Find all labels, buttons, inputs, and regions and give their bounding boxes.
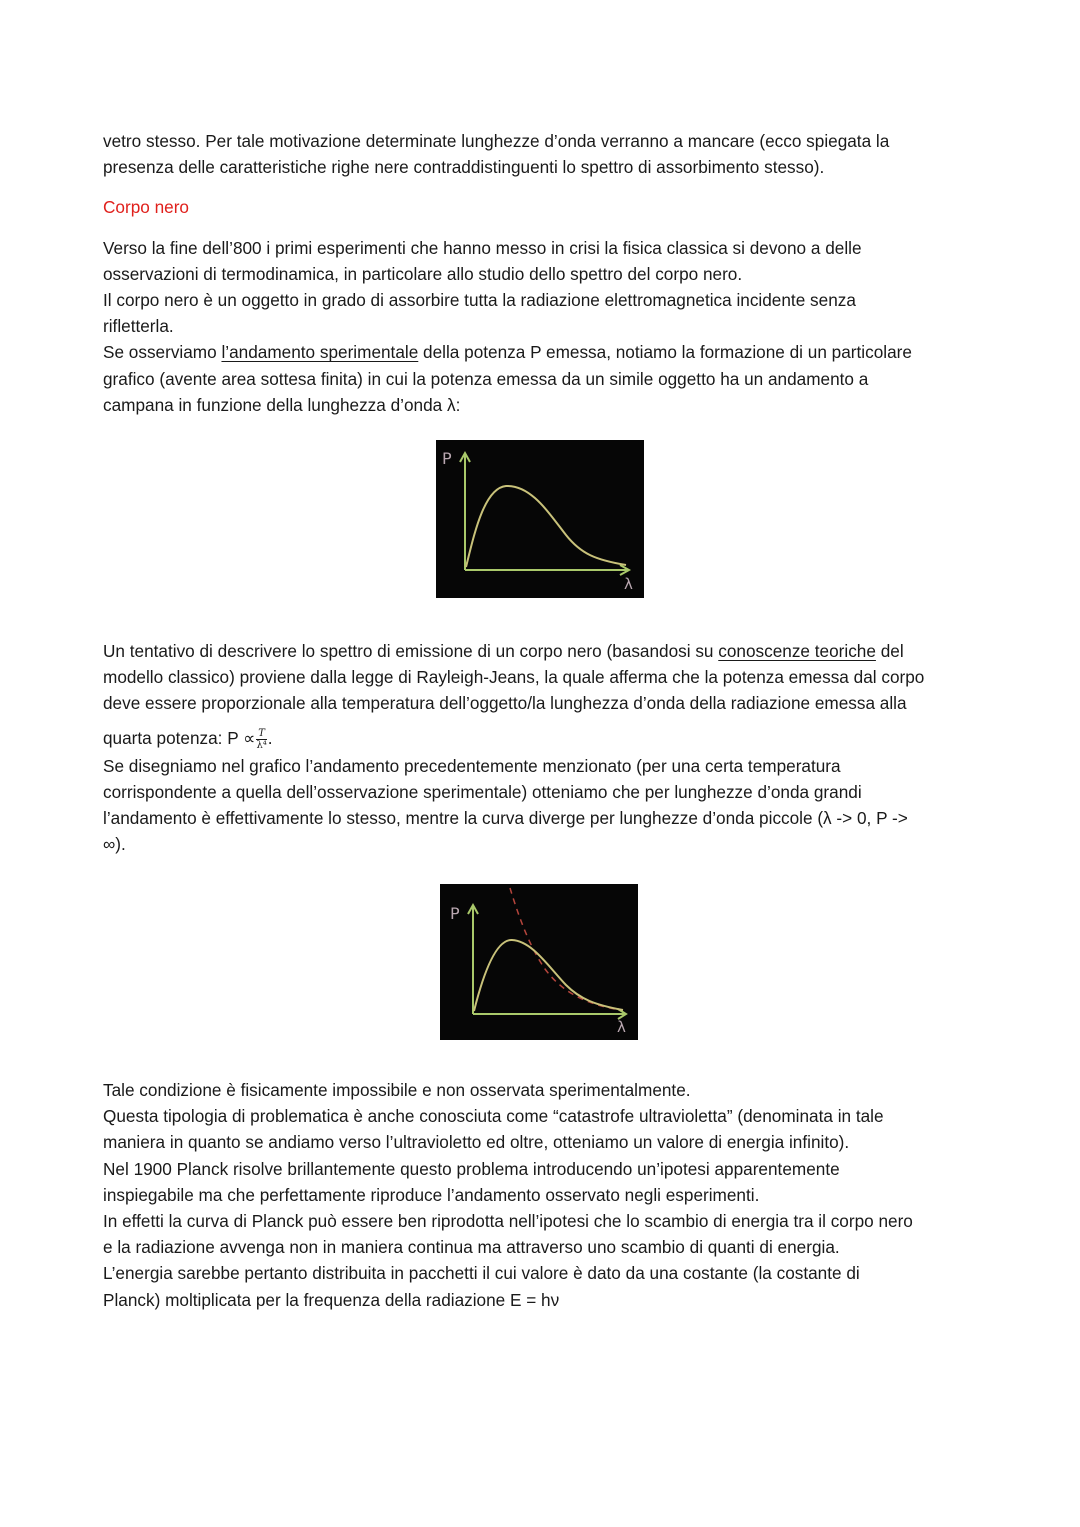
text-line: inspiegabile ma che perfettamente riproduce l’andamento osservato negli esperimenti.: [103, 1184, 760, 1205]
y-axis-label: P: [442, 449, 452, 468]
underlined-phrase: conoscenze teoriche: [718, 641, 876, 661]
document-page: [103, 128, 983, 418]
paragraph-3: [103, 1077, 983, 1313]
text-line: campana in funzione della lunghezza d’onda λ:: [103, 394, 461, 415]
text-line: ∞).: [103, 834, 126, 855]
paragraph-1: [103, 235, 983, 418]
figure-1-svg: [436, 440, 644, 598]
text-span: Un tentativo di descrivere lo spettro di emissione di un corpo nero (basandosi su: [103, 641, 719, 661]
text-line: Questa tipologia di problematica è anche conosciuta come “catastrofe ultravioletta” (denominata in tale: [103, 1106, 884, 1127]
text-line: [103, 723, 983, 753]
text-span: della potenza P emessa, notiamo la formazione di un particolare: [418, 342, 912, 363]
intro-line: presenza delle caratteristiche righe nere contraddistinguenti lo spettro di assorbimento stesso).: [103, 157, 825, 178]
text-span: quarta potenza: P ∝: [103, 727, 256, 748]
text-line: deve essere proporzionale alla temperatura dell’oggetto/la lunghezza d’onda della radiazione emessa alla: [103, 693, 907, 714]
text-line: [103, 638, 983, 664]
text-line: Il corpo nero è un oggetto in grado di assorbire tutta la radiazione elettromagnetica incidente senza: [103, 290, 856, 311]
text-line: grafico (avente area sottesa finita) in cui la potenza emessa da un simile oggetto ha un andamento a: [103, 368, 869, 389]
y-axis-label: P: [450, 904, 460, 923]
text-span: Se osserviamo: [103, 342, 222, 363]
rayleigh-jeans-figure: [440, 884, 638, 1040]
text-line: [103, 339, 983, 365]
fraction-numerator: T: [258, 727, 265, 739]
text-line: corrispondente a quella dell’osservazione sperimentale) otteniamo che per lunghezze d’onda grandi: [103, 781, 862, 802]
text-line: L’energia sarebbe pertanto distribuita in pacchetti il cui valore è dato da una costante (la costante di: [103, 1263, 860, 1284]
text-line: Planck) moltiplicata per la frequenza della radiazione E = hν: [103, 1289, 560, 1310]
blackbody-experimental-figure: [436, 440, 644, 598]
paragraph-2: [103, 638, 983, 857]
text-line: Tale condizione è fisicamente impossibile e non osservata sperimentalmente.: [103, 1080, 691, 1100]
text-line: rifletterla.: [103, 316, 174, 337]
planck-curve: [474, 940, 623, 1011]
underlined-phrase: l’andamento sperimentale: [221, 342, 419, 363]
text-span: del: [875, 641, 904, 661]
rayleigh-jeans-curve: [510, 888, 620, 1010]
text-line: maniera in quanto se andiamo verso l’ultravioletto ed oltre, otteniamo un valore di energia infinito).: [103, 1132, 850, 1153]
planck-curve: [466, 486, 626, 567]
figure-2-svg: [440, 884, 638, 1040]
text-line: e la radiazione avvenga non in maniera continua ma attraverso uno scambio di quanti di energia.: [103, 1237, 840, 1258]
formula-fraction: [256, 728, 266, 751]
x-axis-label: λ: [617, 1018, 626, 1036]
text-line: Nel 1900 Planck risolve brillantemente questo problema introducendo un’ipotesi apparentemente: [103, 1158, 840, 1179]
x-axis-label: λ: [624, 575, 633, 593]
text-line: Verso la fine dell’800 i primi esperimenti che hanno messo in crisi la fisica classica si devono a delle: [103, 237, 862, 258]
text-line: modello classico) proviene dalla legge di Rayleigh-Jeans, la quale afferma che la potenza emessa dal corpo: [103, 667, 925, 688]
section-title: Corpo nero: [103, 197, 189, 218]
fraction-denominator: λ⁴: [256, 739, 267, 751]
text-span: .: [267, 727, 273, 748]
text-line: l’andamento è effettivamente lo stesso, mentre la curva diverge per lunghezze d’onda piccole (λ -> 0, P ->: [103, 808, 908, 829]
text-line: Se disegniamo nel grafico l’andamento precedentemente menzionato (per una certa temperatura: [103, 755, 841, 776]
intro-line: vetro stesso. Per tale motivazione determinate lunghezze d’onda verranno a mancare (ecco spiegata la: [103, 131, 890, 151]
text-line: In effetti la curva di Planck può essere ben riprodotta nell’ipotesi che lo scambio di energia tra il corpo nero: [103, 1211, 913, 1232]
text-line: osservazioni di termodinamica, in particolare allo studio dello spettro del corpo nero.: [103, 263, 743, 284]
